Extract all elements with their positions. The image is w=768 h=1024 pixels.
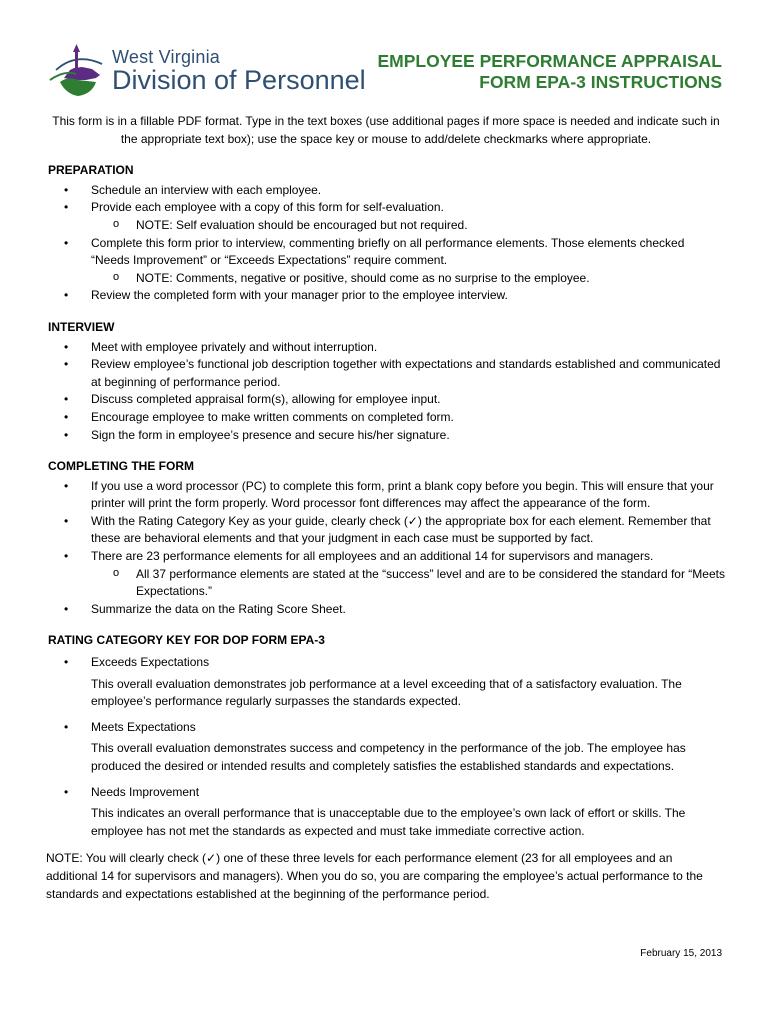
sub-list-item: o NOTE: Comments, negative or positive, should come as no surprise to the employee. <box>91 270 726 288</box>
closing-note: NOTE: You will clearly check (✓) one of these three levels for each performance element (23 for all employees and an additional 14 for supervisors and managers). When you do so, you are comparing the employee’s actual performance to the standards and expectations established at the beginning of the performance period. <box>46 851 703 901</box>
rating-description: This overall evaluation demonstrates job performance at a level exceeding that of a satisfactory evaluation. The employee’s performance regularly surpasses the standards expected. <box>91 676 682 709</box>
rating-label: • Exceeds Expectations <box>91 655 210 670</box>
list-item: • Sign the form in employee’s presence and secure his/her signature. <box>46 427 726 445</box>
west-virginia-state-logo-icon <box>46 40 110 100</box>
list-item <box>46 548 726 601</box>
document-title <box>377 51 722 93</box>
rating-description: This indicates an overall performance that is unacceptable due to the employee’s own lack of effort or skills. The employee has not met the standards as expected and must take immediate corrective action. <box>91 806 686 838</box>
logo-line-division: Division of Personnel <box>112 65 366 95</box>
rating-description: This overall evaluation demonstrates success and competency in the performance of the job. The employee has produced the desired or intended results and completely satisfies the established standards and expectations. <box>91 741 686 773</box>
sub-list-item: o NOTE: Self evaluation should be encouraged but not required. <box>91 217 726 235</box>
list-item <box>46 199 726 234</box>
list-item-text: Review the completed form with your manager prior to the employee interview. <box>91 288 508 303</box>
list-item: • With the Rating Category Key as your guide, clearly check (✓) the appropriate box for each element. Remember that these are behavioral elements and that your judgment in each case must be supported by fact. <box>46 513 726 548</box>
logo-line-west-virginia: West Virginia <box>112 47 220 67</box>
title-line-2: FORM EPA-3 INSTRUCTIONS <box>479 72 722 92</box>
list-item: • Discuss completed appraisal form(s), allowing for employee input. <box>46 391 726 409</box>
list-item: • Encourage employee to make written comments on completed form. <box>46 409 726 427</box>
list-item-text: Schedule an interview with each employee. <box>91 182 322 197</box>
rating-item-exceeds <box>46 654 726 711</box>
sub-list <box>91 217 726 235</box>
document-body <box>46 113 726 903</box>
preparation-list <box>46 182 726 305</box>
page-header <box>0 0 768 105</box>
list-item <box>46 235 726 288</box>
list-item <box>46 287 726 305</box>
list-item: • Summarize the data on the Rating Score Sheet. <box>46 601 726 619</box>
section-heading-completing-form: COMPLETING THE FORM <box>48 459 194 474</box>
list-item-text: Provide each employee with a copy of this form for self-evaluation. <box>91 200 444 215</box>
list-item: • Meet with employee privately and without interruption. <box>46 339 726 357</box>
section-heading-interview: INTERVIEW <box>48 319 115 334</box>
list-item-text: There are 23 performance elements for all employees and an additional 14 for supervisors and managers. <box>91 549 654 564</box>
list-item <box>46 182 726 200</box>
list-item: • Review employee’s functional job description together with expectations and standards established and communicated at beginning of performance period. <box>46 356 726 391</box>
sub-list-item: o All 37 performance elements are stated at the “success” level and are to be considered the standard for “Meets Expectations.” <box>91 566 726 601</box>
section-heading-preparation: PREPARATION <box>48 163 134 178</box>
section-heading-rating-key: RATING CATEGORY KEY FOR DOP FORM EPA-3 <box>48 633 325 648</box>
interview-list <box>46 339 726 445</box>
rating-key-list <box>46 654 726 840</box>
list-item-text: Complete this form prior to interview, commenting briefly on all performance elements. Those elements checked “Needs Improvement” or “Exceeds Expectations” require comment. <box>91 235 685 268</box>
rating-label: • Needs Improvement <box>91 784 200 799</box>
sub-list <box>91 566 726 601</box>
list-item: • If you use a word processor (PC) to complete this form, print a blank copy before you begin. This will ensure that your printer will print the form properly. Word processor font differences may affect the appearance of the form. <box>46 478 726 513</box>
sub-list <box>91 270 726 288</box>
rating-label: • Meets Expectations <box>91 719 196 734</box>
intro-paragraph: This form is in a fillable PDF format. Type in the text boxes (use additional pages if more space is needed and indicate such in the appropriate text box); use the space key or mouse to add/delete checkmarks where appropriate. <box>52 114 720 146</box>
dop-logo <box>46 40 376 100</box>
completing-list <box>46 478 726 619</box>
document-date: February 15, 2013 <box>640 948 722 959</box>
rating-item-needs-improvement <box>46 784 726 841</box>
rating-item-meets <box>46 719 726 776</box>
title-line-1: EMPLOYEE PERFORMANCE APPRAISAL <box>377 51 722 71</box>
